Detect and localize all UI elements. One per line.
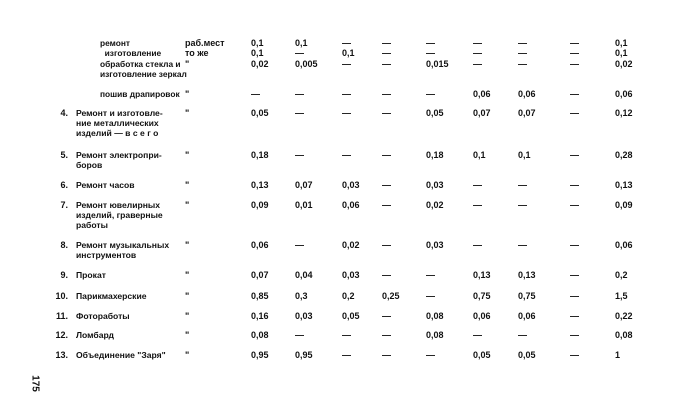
value-cell: 0,04 — [295, 270, 313, 280]
value-cell: 0,05 — [518, 350, 536, 360]
value-cell: — — [570, 311, 579, 321]
value-cell: 0,13 — [251, 180, 269, 190]
value-cell: — — [382, 150, 391, 160]
value-cell: 0,05 — [342, 311, 360, 321]
value-cell: 0,13 — [615, 180, 633, 190]
value-cell: 0,03 — [426, 180, 444, 190]
value-cell: — — — [518, 38, 527, 58]
value-cell: — — [295, 330, 304, 340]
row-name: Ломбард — [76, 330, 114, 340]
value-cell: 0,07 — [295, 180, 313, 190]
row-number: 10. — [55, 291, 68, 301]
value-cell: — — — [473, 38, 482, 58]
row-number: 4. — [60, 108, 68, 118]
value-cell: 0,02 — [426, 200, 444, 210]
value-cell: — 0,1 — [342, 38, 355, 58]
value-cell: 0,28 — [615, 150, 633, 160]
row-number: 8. — [60, 240, 68, 250]
value-cell: — — [382, 311, 391, 321]
value-cell: 0,06 — [342, 200, 360, 210]
value-cell: — — [251, 89, 260, 99]
value-cell: 0,85 — [251, 291, 269, 301]
row-unit: " — [185, 89, 190, 99]
value-cell: 0,1 — [518, 150, 531, 160]
value-cell: 0,2 — [342, 291, 355, 301]
value-cell: 0,95 — [251, 350, 269, 360]
value-cell: 0,1 — [473, 150, 486, 160]
row-name: Ремонт часов — [76, 180, 135, 190]
row-number: 5. — [60, 150, 68, 160]
value-cell: — — [473, 180, 482, 190]
value-cell: — — [295, 108, 304, 118]
value-cell: — — [426, 350, 435, 360]
value-cell: — — [570, 89, 579, 99]
row-unit: " — [185, 108, 190, 118]
value-cell: 0,75 — [473, 291, 491, 301]
row-name: ремонт изготовление — [100, 38, 162, 58]
row-unit: " — [185, 150, 190, 160]
row-name: Объединение "Заря" — [76, 350, 166, 360]
row-number: 11. — [55, 311, 68, 321]
value-cell: — — [570, 291, 579, 301]
row-number: 9. — [60, 270, 68, 280]
row-unit: " — [185, 240, 190, 250]
value-cell: — — [570, 350, 579, 360]
row-number: 6. — [60, 180, 68, 190]
value-cell: 0,09 — [615, 200, 633, 210]
value-cell: 0,07 — [518, 108, 536, 118]
value-cell: 0,06 — [473, 89, 491, 99]
value-cell: — — [342, 89, 351, 99]
value-cell: 0,07 — [473, 108, 491, 118]
row-unit: " — [185, 270, 190, 280]
value-cell: — — [570, 330, 579, 340]
value-cell: 0,09 — [251, 200, 269, 210]
value-cell: 0,1 0,1 — [615, 38, 628, 58]
value-cell: — — [570, 200, 579, 210]
row-name: обработка стекла и изготовление зеркал — [100, 59, 187, 79]
value-cell: — — [473, 240, 482, 250]
value-cell: 0,05 — [251, 108, 269, 118]
value-cell: 0,08 — [426, 330, 444, 340]
value-cell: 1 — [615, 350, 621, 360]
value-cell: 0,06 — [518, 89, 536, 99]
value-cell: 0,13 — [518, 270, 536, 280]
value-cell: — — [570, 270, 579, 280]
value-cell: 0,03 — [426, 240, 444, 250]
value-cell: — — [426, 291, 435, 301]
value-cell: — — [382, 108, 391, 118]
row-number: 7. — [60, 200, 68, 210]
value-cell: — — [382, 89, 391, 99]
value-cell: 0,02 — [342, 240, 360, 250]
row-unit: " — [185, 180, 190, 190]
value-cell: — — [570, 150, 579, 160]
value-cell: 0,08 — [615, 330, 633, 340]
value-cell: 0,1 — — [295, 38, 308, 58]
value-cell: 0,3 — [295, 291, 308, 301]
row-unit: " — [185, 311, 190, 321]
row-name: Прокат — [76, 270, 106, 280]
value-cell: 0,06 — [615, 89, 633, 99]
row-unit: " — [185, 350, 190, 360]
value-cell: 0,13 — [473, 270, 491, 280]
row-unit: " — [185, 330, 190, 340]
row-name: Ремонт ювелирных изделий, граверные работы — [76, 200, 163, 230]
value-cell: — — [382, 180, 391, 190]
row-name: Ремонт электропри- боров — [76, 150, 162, 170]
value-cell: — — [342, 330, 351, 340]
value-cell: 0,12 — [615, 108, 633, 118]
value-cell: — — [473, 200, 482, 210]
value-cell: — — [342, 59, 351, 69]
value-cell: 0,06 — [473, 311, 491, 321]
row-unit: " — [185, 59, 190, 69]
value-cell: — — [295, 89, 304, 99]
value-cell: 0,06 — [518, 311, 536, 321]
value-cell: — — [473, 59, 482, 69]
value-cell: 0,015 — [426, 59, 449, 69]
value-cell: — — [518, 240, 527, 250]
value-cell: 0,08 — [251, 330, 269, 340]
page-number: 175 — [29, 375, 41, 392]
value-cell: — — [382, 240, 391, 250]
value-cell: — — [382, 350, 391, 360]
value-cell: 0,18 — [251, 150, 269, 160]
value-cell: — — [426, 270, 435, 280]
value-cell: — — [518, 200, 527, 210]
value-cell: 0,02 — [251, 59, 269, 69]
value-cell: 0,18 — [426, 150, 444, 160]
value-cell: — — [570, 108, 579, 118]
value-cell: — — [382, 59, 391, 69]
value-cell: — — [295, 240, 304, 250]
value-cell: — — [342, 108, 351, 118]
value-cell: 0,08 — [426, 311, 444, 321]
value-cell: — — — [570, 38, 579, 58]
value-cell: — — [342, 350, 351, 360]
row-name: Ремонт и изготовле- ние металлических изделий — в с е г о — [76, 108, 163, 138]
value-cell: 0,02 — [615, 59, 633, 69]
value-cell: — — [570, 180, 579, 190]
row-unit: раб.мест то же — [185, 38, 225, 58]
value-cell: — — [473, 330, 482, 340]
value-cell: 0,05 — [473, 350, 491, 360]
value-cell: — — [570, 59, 579, 69]
row-name: Фотоработы — [76, 311, 130, 321]
value-cell: — — [518, 330, 527, 340]
value-cell: 0,06 — [251, 240, 269, 250]
value-cell: 0,16 — [251, 311, 269, 321]
value-cell: — — [518, 180, 527, 190]
value-cell: — — — [382, 38, 391, 58]
value-cell: — — [295, 150, 304, 160]
value-cell: 0,1 0,1 — [251, 38, 264, 58]
value-cell: — — [426, 89, 435, 99]
value-cell: 0,07 — [251, 270, 269, 280]
value-cell: 0,95 — [295, 350, 313, 360]
row-unit: " — [185, 200, 190, 210]
value-cell: — — [382, 200, 391, 210]
value-cell: 0,05 — [426, 108, 444, 118]
value-cell: 0,22 — [615, 311, 633, 321]
value-cell: 0,03 — [295, 311, 313, 321]
value-cell: 0,2 — [615, 270, 628, 280]
value-cell: — — [570, 240, 579, 250]
row-name: Парикмахерские — [76, 291, 147, 301]
value-cell: 0,03 — [342, 180, 360, 190]
value-cell: 0,005 — [295, 59, 318, 69]
row-number: 13. — [55, 350, 68, 360]
value-cell: — — [382, 270, 391, 280]
value-cell: 0,06 — [615, 240, 633, 250]
value-cell: — — [518, 59, 527, 69]
value-cell: 0,75 — [518, 291, 536, 301]
value-cell: — — [382, 330, 391, 340]
row-number: 12. — [55, 330, 68, 340]
value-cell: 0,03 — [342, 270, 360, 280]
value-cell: — — — [426, 38, 435, 58]
row-name: пошив драпировок — [100, 89, 180, 99]
value-cell: 0,25 — [382, 291, 400, 301]
row-unit: " — [185, 291, 190, 301]
value-cell: 0,01 — [295, 200, 313, 210]
value-cell: — — [342, 150, 351, 160]
row-name: Ремонт музыкальных инструментов — [76, 240, 170, 260]
value-cell: 1,5 — [615, 291, 628, 301]
